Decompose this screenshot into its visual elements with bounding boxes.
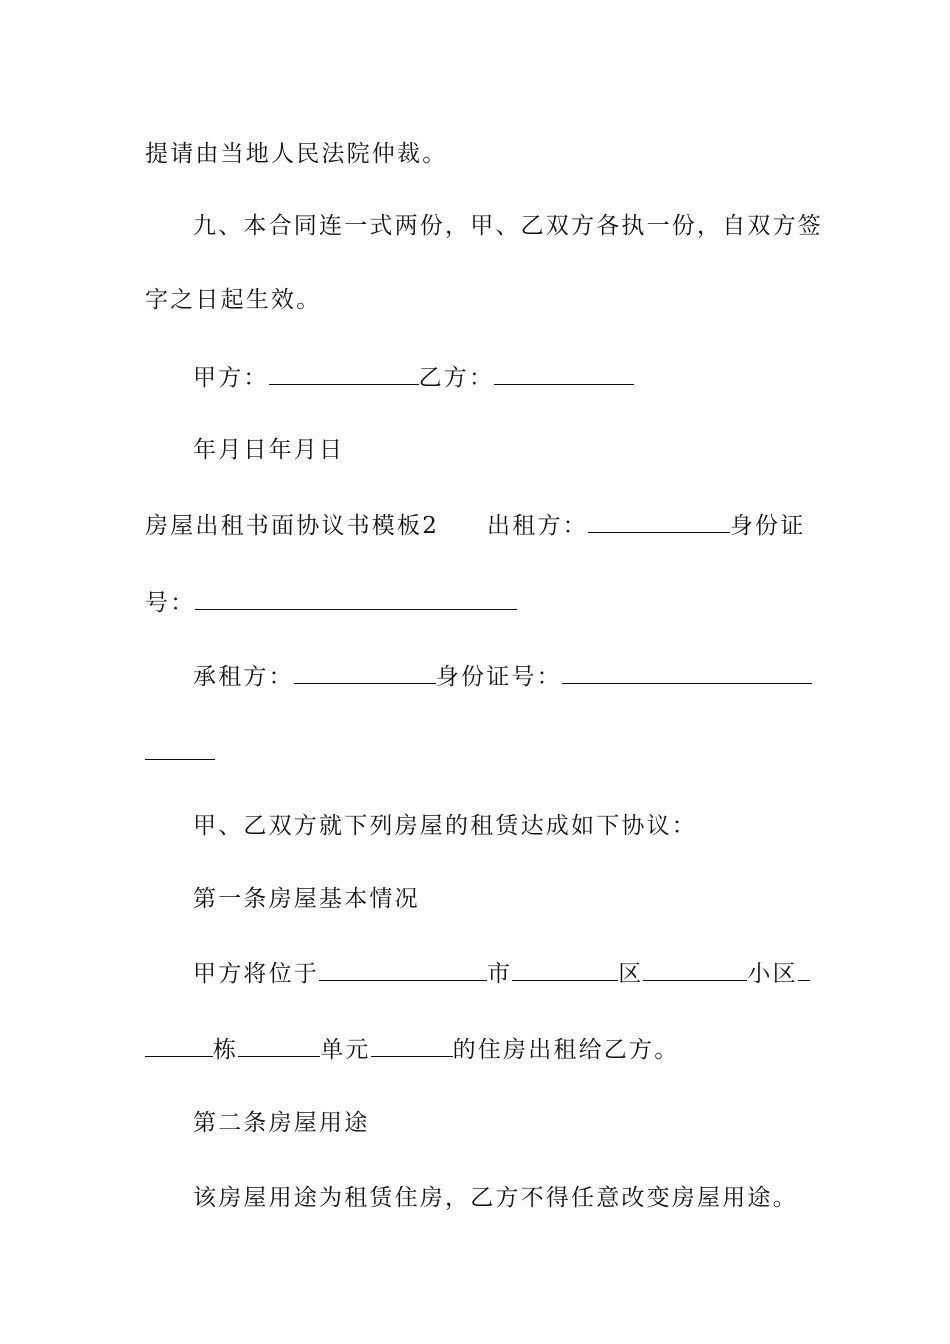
community-blank: [643, 958, 747, 981]
party-a-label: 甲方：: [193, 365, 269, 391]
date-line: 年月日年月日: [193, 437, 345, 463]
article1-address-line2: [145, 1034, 679, 1065]
template-title-line: [145, 510, 805, 541]
lessee-blank: [294, 661, 436, 684]
lessee-line: [193, 661, 812, 692]
id-label-part1: 身份证: [729, 513, 806, 539]
lessor-blank: [588, 510, 730, 533]
template-title: 房屋出租书面协议书模板2: [145, 513, 440, 539]
id-number-line: [145, 587, 517, 618]
unit-blank: [238, 1034, 320, 1057]
lessee-id-blank: [562, 661, 812, 684]
article2-text: 该房屋用途为租赁住房，乙方不得任意改变房屋用途。: [193, 1185, 798, 1211]
party-b-label: 乙方：: [418, 365, 495, 391]
district-label: 区: [618, 961, 644, 987]
district-blank: [512, 958, 618, 981]
party-a-blank: [269, 362, 419, 385]
signature-line: [193, 362, 634, 393]
paragraph-copies-line1: 九、本合同连一式两份，甲、乙双方各执一份，自双方签: [193, 213, 823, 239]
lessor-id-blank: [195, 587, 517, 610]
room-blank: [371, 1034, 453, 1057]
community-label: 小区: [747, 961, 798, 987]
article2-title: 第二条房屋用途: [193, 1110, 370, 1136]
lessee-id-label: 身份证号：: [435, 664, 562, 690]
address-intro: 甲方将位于: [193, 961, 319, 987]
building-label: 栋: [213, 1037, 239, 1063]
lessee-label: 承租方：: [193, 664, 294, 690]
unit-label: 单元: [320, 1037, 371, 1063]
building-blank-start: [798, 958, 810, 981]
address-end: 的住房出租给乙方。: [452, 1037, 680, 1063]
lessee-id-blank-continued: [145, 737, 215, 760]
city-blank: [319, 958, 487, 981]
paragraph-copies-line2: 字之日起生效。: [145, 287, 322, 313]
party-b-blank: [494, 362, 634, 385]
agreement-intro: 甲、乙双方就下列房屋的租赁达成如下协议：: [193, 813, 697, 839]
id-label-part2: 号：: [145, 590, 196, 616]
city-label: 市: [487, 961, 513, 987]
article1-title: 第一条房屋基本情况: [193, 886, 420, 912]
lessor-label: 出租方：: [487, 513, 588, 539]
article1-address-line1: [193, 958, 810, 989]
building-blank: [145, 1034, 213, 1057]
paragraph-arbitration: 提请由当地人民法院仲裁。: [145, 141, 448, 167]
lessee-id-continuation: [145, 737, 215, 768]
